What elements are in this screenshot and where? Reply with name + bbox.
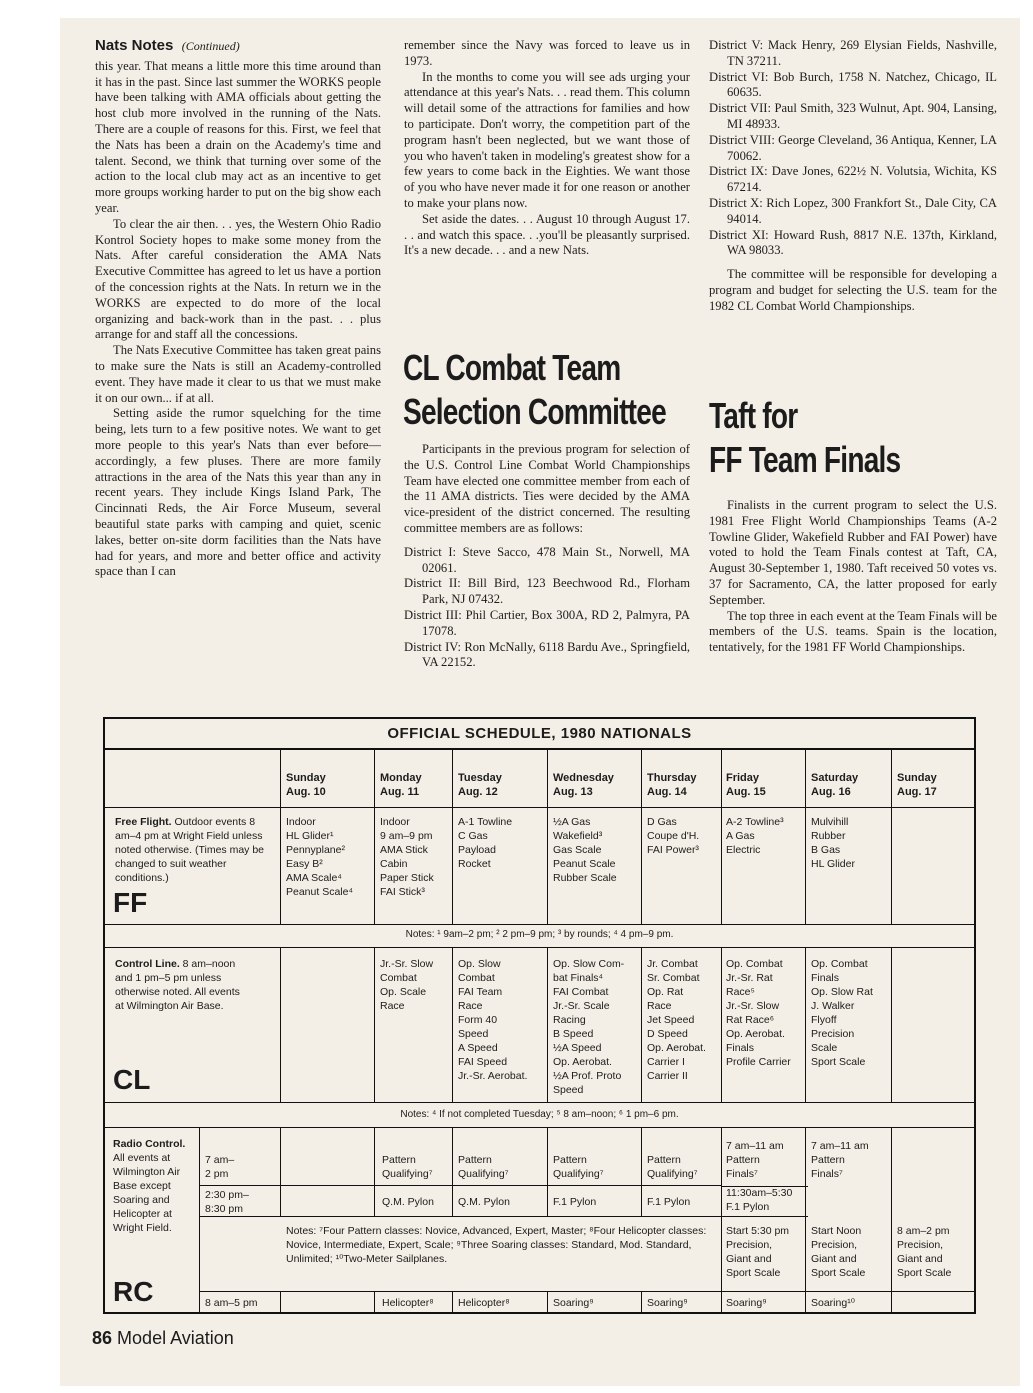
ff-cell: Indoor 9 am–9 pm AMA Stick Cabin Paper Stick FAI Stick³ xyxy=(380,816,434,898)
day-header: Tuesday Aug. 12 xyxy=(458,772,502,798)
rc-time: 2:30 pm– 8:30 pm xyxy=(205,1189,249,1215)
rc-cell: 7 am–11 am Pattern Finals⁷ xyxy=(726,1140,784,1180)
cl-label: CL xyxy=(113,1064,151,1095)
day-header: Friday Aug. 15 xyxy=(726,772,766,798)
schedule-table xyxy=(103,717,976,1314)
cl-cell: Op. Slow Combat FAI Team Race Form 40 Speed A Speed FAI Speed Jr.-Sr. Aerobat. xyxy=(458,958,528,1082)
column-2 xyxy=(404,38,690,259)
column-1 xyxy=(95,38,381,580)
paragraph: The committee will be responsible for developing a program and budget for selecting the U.S. team for the 1982 CL Combat World Championships. xyxy=(709,267,997,313)
column-3-lower xyxy=(709,498,997,656)
rc-cell: F.1 Pylon xyxy=(647,1196,691,1208)
paragraph: The top three in each event at the Team Finals will be members of the U.S. teams. Spain is the location, tentatively, for the 1981 FF World Championships. xyxy=(709,608,997,655)
rc-notes: Notes: ⁷Four Pattern classes: Novice, Advanced, Expert, Master; ⁸Four Helicopter classes: Novice, Intermediate, Expert, Scale; ⁹Three Soaring classes: Standard, Mod. Standard, Unlimited; ¹⁰Two-Meter Sailplanes. xyxy=(286,1225,707,1265)
day-header: Saturday Aug. 16 xyxy=(811,772,859,798)
district-entry: District IX: Dave Jones, 622½ N. Volutsia, Wichita, KS 67214. xyxy=(709,164,997,195)
rc-cell: Soaring⁹ xyxy=(647,1297,688,1309)
rc-cell: Helicopter⁸ xyxy=(382,1297,434,1309)
ff-label: FF xyxy=(113,887,148,918)
ff-cell: Mulvihill Rubber B Gas HL Glider xyxy=(811,816,855,870)
rc-cell: Soaring⁹ xyxy=(553,1297,594,1309)
paragraph: In the months to come you will see ads urging your attendance at this year's Nats. . . read them. This column will detail some of the attractions for families and how to participate. Don't worry, the competition part of the program hasn't been neglected, but we want those of you who haven't taken in modeling's greatest show for a few years to come back in the Eighties. We want those of you who have never made it for one reason or another to make your plans now. xyxy=(404,69,690,210)
rc-description: Radio Control. All events at Wilmington Air Base except Soaring and Helicopter at Wright Field. xyxy=(113,1138,186,1234)
district-entry: District III: Phil Cartier, Box 300A, RD 2, Palmyra, PA 17078. xyxy=(404,607,690,638)
cl-cell: Op. Slow Com- bat Finals⁴ FAI Combat Jr.-Sr. Scale Racing B Speed ½A Speed Op. Aerobat. ½A Prof. Proto Speed xyxy=(553,958,625,1096)
column-3 xyxy=(709,38,997,315)
rc-time: 8 am–5 pm xyxy=(205,1297,258,1309)
rc-cell: 8 am–2 pm Precision, Giant and Sport Scale xyxy=(897,1225,952,1279)
day-header: Sunday Aug. 17 xyxy=(897,772,937,798)
cl-description: Control Line. 8 am–noon and 1 pm–5 pm unless otherwise noted. All events at Wilmington Air Base. xyxy=(115,958,240,1012)
rc-cell: Soaring¹⁰ xyxy=(811,1297,855,1309)
rc-cell: F.1 Pylon xyxy=(553,1196,597,1208)
paragraph: To clear the air then. . . yes, the Western Ohio Radio Kontrol Society hopes to make some money from the Nats. After careful consideration the AMA Nats Executive Committee has agreed to let us have a portion of the concession rights at the Nats. In return we in the WORKS are expected to do more of the local organizing and back-work than in the past. . . plus arrange for and staff all the concessions. xyxy=(95,216,381,342)
rc-cell: Pattern Qualifying⁷ xyxy=(553,1154,604,1180)
district-entry: District V: Mack Henry, 269 Elysian Fields, Nashville, TN 37211. xyxy=(709,38,997,68)
day-header: Wednesday Aug. 13 xyxy=(553,772,614,798)
paragraph: Participants in the previous program for selection of the U.S. Control Line Combat World Championships Team have elected one committee member from each of the 11 AMA districts. Ties were decided by the AMA vice-president of the district concerned. The resulting committee members are as follows: xyxy=(404,442,690,535)
rc-cell: Q.M. Pylon xyxy=(458,1196,510,1208)
district-entry: District VI: Bob Burch, 1758 N. Natchez, Chicago, IL 60635. xyxy=(709,69,997,100)
rc-cell: 7 am–11 am Pattern Finals⁷ xyxy=(811,1140,869,1180)
cl-cell: Jr.-Sr. Slow Combat Op. Scale Race xyxy=(380,958,434,1012)
ff-cell: A-2 Towline³ A Gas Electric xyxy=(726,816,784,856)
column-2-lower xyxy=(404,442,690,671)
rc-cell: Soaring⁹ xyxy=(726,1297,767,1309)
paragraph: The Nats Executive Committee has taken great pains to make sure the Nats is still an Academy-controlled event. They have made it clear to us that we must make it on our own... if at all. xyxy=(95,343,381,405)
ff-cell: Indoor HL Glider¹ Pennyplane² Easy B² AMA Scale⁴ Peanut Scale⁴ xyxy=(286,816,353,898)
rc-cell: Pattern Qualifying⁷ xyxy=(458,1154,509,1180)
day-header: Monday Aug. 11 xyxy=(380,772,422,798)
ff-cell: A-1 Towline C Gas Payload Rocket xyxy=(458,816,513,870)
day-header: Sunday Aug. 10 xyxy=(286,772,326,798)
headline-taft: Taft for FF Team Finals xyxy=(709,395,901,480)
district-entry: District IV: Ron McNally, 6118 Bardu Ave., Springfield, VA 22152. xyxy=(404,639,691,670)
paragraph: remember since the Navy was forced to leave us in 1973. xyxy=(404,38,690,68)
cl-cell: Op. Combat Finals Op. Slow Rat J. Walker Flyoff Precision Scale Sport Scale xyxy=(811,958,873,1068)
paragraph: Set aside the dates. . . August 10 through August 17. . . and watch this space. . .you'll be pleasantly surprised. It's a new decade. . . and a new Nats. xyxy=(404,211,690,258)
ff-cell: ½A Gas Wakefield³ Gas Scale Peanut Scale Rubber Scale xyxy=(553,816,617,884)
cl-cell: Jr. Combat Sr. Combat Op. Rat Race Jet Speed D Speed Op. Aerobat. Carrier I Carrier II xyxy=(647,958,706,1082)
cl-notes: Notes: ⁴ If not completed Tuesday; ⁵ 8 am–noon; ⁶ 1 pm–6 pm. xyxy=(400,1109,679,1120)
ff-description: Free Flight. Outdoor events 8 am–4 pm at Wright Field unless noted otherwise. (Times may be changed to suit weather conditions.) xyxy=(115,816,265,884)
cl-cell: Op. Combat Jr.-Sr. Rat Race⁵ Jr.-Sr. Slow Rat Race⁶ Op. Aerobat. Finals Profile Carrier xyxy=(726,958,791,1068)
district-entry: District VIII: George Cleveland, 36 Antiqua, Kenner, LA 70062. xyxy=(709,132,998,163)
rc-cell: Start 5:30 pm Precision, Giant and Sport Scale xyxy=(726,1225,790,1279)
district-entry: District XI: Howard Rush, 8817 N.E. 137th, Kirkland, WA 98033. xyxy=(709,227,998,258)
paragraph: this year. That means a little more this time around than it has in the past. Since last summer the WORKS people have been talking with AMA officials about getting the host club more involved in the running of the Nats. There are a couple of reasons for this. First, we feel that the Nats has been a drain on the Academy's time and talent. Second, we think that turning over some of the action to the local club may act as an incentive to get more groups working harder to put on the big show each year. xyxy=(95,58,381,215)
rc-cell: 11:30am–5:30 F.1 Pylon xyxy=(726,1187,793,1213)
ff-notes: Notes: ¹ 9am–2 pm; ² 2 pm–9 pm; ³ by rounds; ⁴ 4 pm–9 pm. xyxy=(405,929,674,940)
district-entry: District VII: Paul Smith, 323 Wulnut, Apt. 904, Lansing, MI 48933. xyxy=(709,101,997,131)
rc-cell: Pattern Qualifying⁷ xyxy=(647,1154,698,1180)
district-entry: District I: Steve Sacco, 478 Main St., Norwell, MA 02061. xyxy=(404,544,690,575)
rc-cell: Q.M. Pylon xyxy=(382,1196,434,1208)
rc-label: RC xyxy=(113,1276,154,1307)
district-entry: District II: Bill Bird, 123 Beechwood Rd., Florham Park, NJ 07432. xyxy=(404,576,690,607)
rc-time: 7 am– 2 pm xyxy=(205,1154,235,1180)
running-head: Nats Notes (Continued) xyxy=(95,37,240,54)
day-header: Thursday Aug. 14 xyxy=(647,772,697,798)
headline-cl-combat: CL Combat Team Selection Committee xyxy=(403,347,666,432)
ff-cell: D Gas Coupe d'H. FAI Power³ xyxy=(647,816,700,856)
rc-cell: Helicopter⁸ xyxy=(458,1297,510,1309)
page-footer: 86 Model Aviation xyxy=(92,1328,234,1348)
schedule-title: OFFICIAL SCHEDULE, 1980 NATIONALS xyxy=(105,719,974,750)
paragraph: Finalists in the current program to select the U.S. 1981 Free Flight World Championships Teams (A-2 Towline Glider, Wakefield Rubber and FAI Power) have voted to hold the Team Finals contest at Taft, CA, August 30-September 1, 1980. Taft received 50 votes vs. 37 for Sacramento, CA, the latter proposed for early September. xyxy=(709,498,997,607)
rc-cell: Start Noon Precision, Giant and Sport Scale xyxy=(811,1225,866,1279)
rc-cell: Pattern Qualifying⁷ xyxy=(382,1154,433,1180)
paragraph: Setting aside the rumor squelching for the time being, lets turn to a few positive notes. We want to get more people to this year's Nats than ever before—accordingly, a few pluses. There are more family attractions in the area of the Nats this year than any in recent years. They include Kings Island Park, The Cincinnati Reds, the Air Force Museum, several beautiful state parks with camping and quiet, scenic lakes, better on-site dorm facilities than the Nats have had for years, and more and better office and activity space than I can xyxy=(95,406,381,579)
district-entry: District X: Rich Lopez, 300 Frankfort St., Dale City, CA 94014. xyxy=(709,195,997,226)
